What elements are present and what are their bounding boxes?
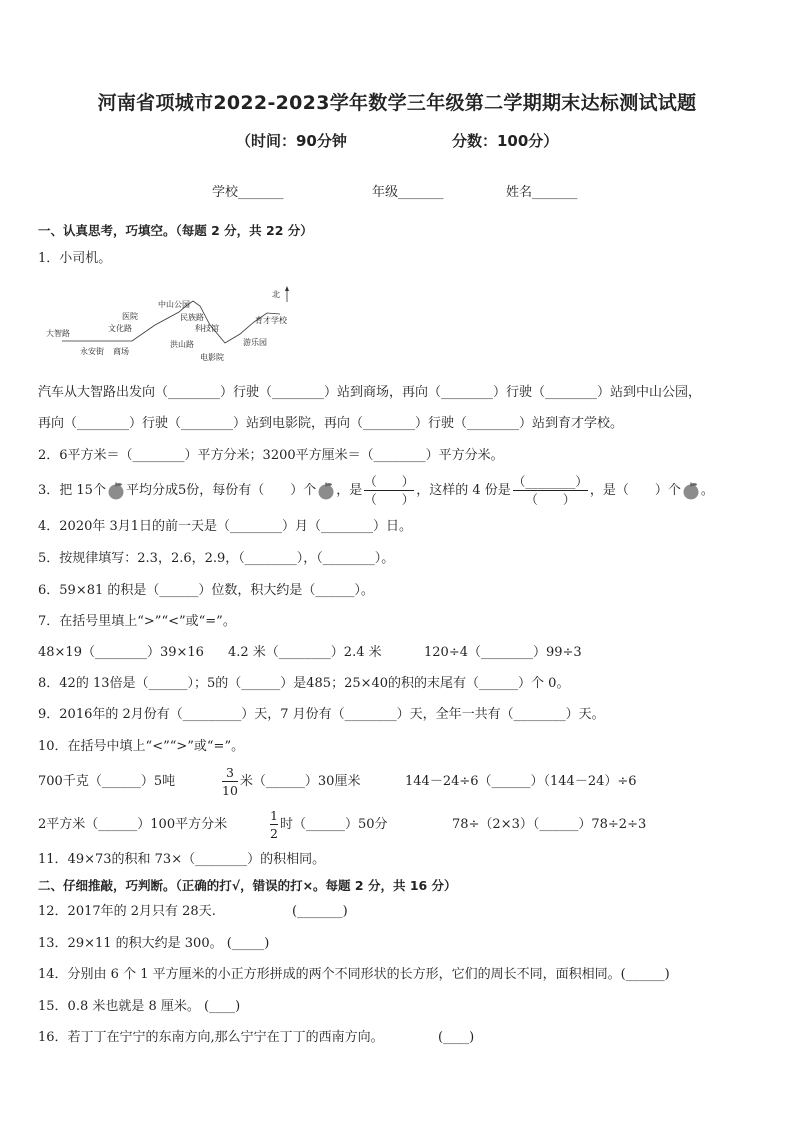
q3-fraction-1 xyxy=(364,474,414,507)
north-label: 北 xyxy=(272,290,280,299)
q7-b: 4.2 米（________）2.4 米 xyxy=(228,645,382,660)
map-label-dazhi: 大智路 xyxy=(46,329,70,338)
q10-label: 10．在括号中填上“<”“>”或“=”。 xyxy=(38,739,245,754)
exam-score: 分数：100分） xyxy=(452,132,559,150)
q16-blank: (____) xyxy=(438,1030,475,1045)
map-label-hongshan: 洪山路 xyxy=(170,340,194,349)
q8: 8．42的 13倍是（______）；5的（______）是485；25×40的积的末尾有（______）个 0。 xyxy=(38,676,570,691)
q10-e-fraction xyxy=(270,808,278,841)
section1-heading: 一、认真思考，巧填空。（每题 2 分，共 22 分） xyxy=(38,223,313,238)
map-label-yongan: 永安街 xyxy=(80,347,104,356)
q3-fraction-2 xyxy=(513,474,588,507)
q10-e-numerator: 1 xyxy=(270,808,278,823)
name-field: 姓名_______ xyxy=(506,185,578,200)
q10-b-text: 米（______）30厘米 xyxy=(239,774,361,789)
q5: 5．按规律填写：2.3，2.6，2.9，（________），（________）。 xyxy=(38,551,395,566)
apple-icon xyxy=(316,482,336,500)
exam-title: 河南省项城市2022-2023学年数学三年级第二学期期末达标测试试题 xyxy=(97,92,697,114)
q16: 16．若丁丁在宁宁的东南方向,那么宁宁在丁丁的西南方向。 xyxy=(38,1030,384,1045)
q6: 6．59×81 的积是（______）位数，积大约是（______）。 xyxy=(38,583,374,598)
q7-c: 120÷4（________）99÷3 xyxy=(424,645,582,660)
q10-e-text: 时（______）50分 xyxy=(279,817,388,832)
q10-b-numerator: 3 xyxy=(225,765,234,780)
q3-part5: ，是（ ）个 xyxy=(589,483,681,498)
q1-label: 1．小司机。 xyxy=(38,251,112,266)
q3-part4: ，这样的 4 份是 xyxy=(416,483,511,498)
q12: 12．2017年的 2月只有 28天. xyxy=(38,904,216,919)
q3-fraction-1-denominator: （ ） xyxy=(364,492,415,507)
section2-heading: 二、仔细推敲，巧判断。（正确的打√，错误的打×。每题 2 分，共 16 分） xyxy=(38,878,457,893)
q3-part6: 。 xyxy=(700,483,714,498)
q3-fraction-2-numerator: （________） xyxy=(512,474,588,489)
north-arrowhead xyxy=(285,286,289,291)
map-label-mall: 商场 xyxy=(113,347,129,356)
q3-fraction-2-denominator: （ ） xyxy=(525,492,576,507)
apple-icon xyxy=(106,482,126,500)
map-label-hospital: 医院 xyxy=(122,312,138,321)
q13: 13．29×11 的积大约是 300。 (_____) xyxy=(38,936,270,951)
map-label-cinema: 电影院 xyxy=(200,353,224,362)
map-label-yucai-school: 育才学校 xyxy=(255,316,287,325)
exam-time: （时间：90分钟 xyxy=(236,132,347,150)
map-label-amusement-park: 游乐园 xyxy=(243,338,267,347)
q1-line2: 再向（________）行驶（________）站到电影院，再向（________）行驶（________）站到育才学校。 xyxy=(38,416,624,431)
q9: 9．2016年的 2月份有（_________）天，7 月份有（________）天，全年一共有（________）天。 xyxy=(38,707,605,722)
q2: 2．6平方米＝（________）平方分米；3200平方厘米＝（________）平方分米。 xyxy=(38,448,504,463)
map-label-science-museum: 科技馆 xyxy=(195,324,219,333)
q11: 11．49×73的积和 73×（________）的积相同。 xyxy=(38,852,326,867)
q15: 15．0.8 米也就是 8 厘米。 (____) xyxy=(38,999,241,1014)
school-field: 学校_______ xyxy=(212,185,284,200)
apple-icon xyxy=(681,482,701,500)
map-label-zhongshan-park: 中山公园 xyxy=(158,300,190,309)
q10-f: 78÷（2×3）（______）78÷2÷3 xyxy=(452,817,647,832)
q1-line1: 汽车从大智路出发向（________）行驶（________）站到商场，再向（________）行驶（________）站到中山公园， xyxy=(38,385,702,400)
q3-part2: 平均分成5份，每份有（ ）个 xyxy=(125,483,317,498)
q7-a: 48×19（________）39×16 xyxy=(38,645,204,660)
q10-b xyxy=(220,763,360,801)
map-label-minzu: 民族路 xyxy=(180,313,204,322)
q10-d: 2平方米（______）100平方分米 xyxy=(38,817,228,832)
q10-b-denominator: 10 xyxy=(222,783,238,798)
q10-a: 700千克（______）5吨 xyxy=(38,774,176,789)
q3 xyxy=(38,471,714,511)
q7-label: 7．在括号里填上“>”“<”或“=”。 xyxy=(38,614,236,629)
q14: 14．分别由 6 个 1 平方厘米的小正方形拼成的两个不同形状的长方形，它们的周长不同，面积相同。(______) xyxy=(38,967,670,982)
grade-field: 年级_______ xyxy=(372,185,444,200)
q3-fraction-1-numerator: （ ） xyxy=(364,474,415,489)
q3-part1: 3．把 15个 xyxy=(38,483,106,498)
q12-blank: (_______) xyxy=(292,904,348,919)
route-map xyxy=(40,284,310,364)
q10-b-fraction xyxy=(222,765,238,798)
q3-part3: ，是 xyxy=(336,483,363,498)
q10-e xyxy=(268,806,388,844)
q4: 4．2020年 3月1日的前一天是（________）月（________）日。 xyxy=(38,519,413,534)
q10-e-denominator: 2 xyxy=(270,826,278,841)
map-label-wenhua: 文化路 xyxy=(108,324,132,333)
q10-c: 144－24÷6（______）（144－24）÷6 xyxy=(405,774,637,789)
